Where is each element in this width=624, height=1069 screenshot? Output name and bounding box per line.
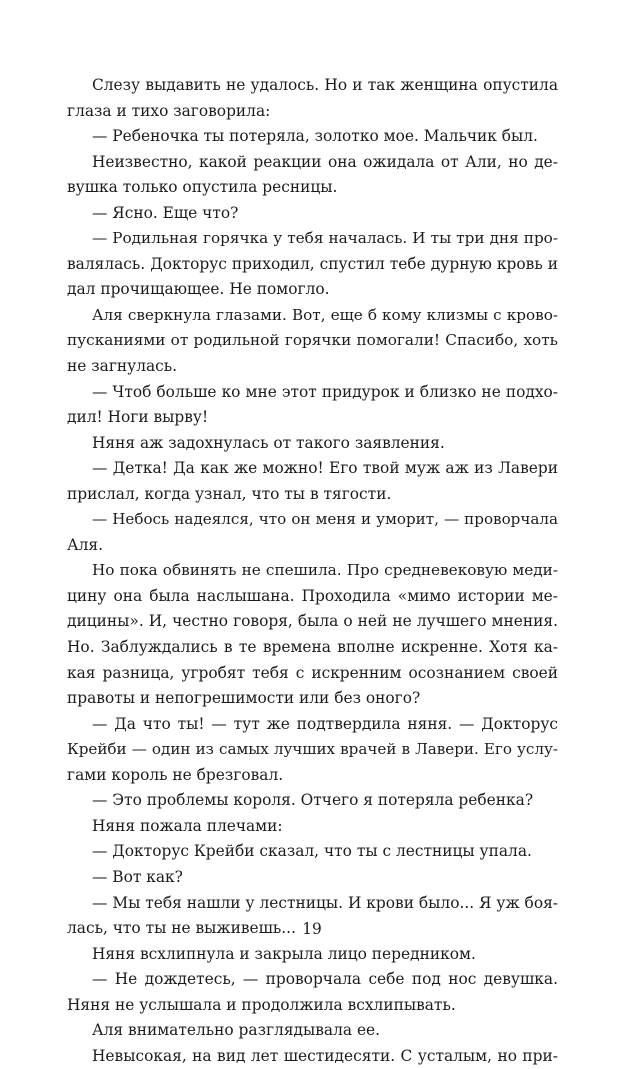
text-line: прислал, когда узнал, что ты в тягости. xyxy=(67,484,392,503)
text-line: Няня пожала плечами: xyxy=(92,816,283,835)
text-line: — Мы тебя нашли у лестницы. И крови было... Я уж боя- xyxy=(92,893,558,912)
text-line: валялась. Докторус приходил, спустил тебе дурную кровь и xyxy=(67,254,558,273)
page-number: 19 xyxy=(302,920,322,938)
text-line: Аля внимательно разглядывала ее. xyxy=(92,1021,381,1040)
text-line: Няня не услышала и продолжила всхлипывать. xyxy=(67,995,456,1014)
text-line: не загнулась. xyxy=(67,357,178,376)
text-line: — Детка! Да как же можно! Его твой муж аж из Лавери xyxy=(92,459,558,478)
text-line: Неизвестно, какой реакции она ожидала от Али, но де- xyxy=(92,152,558,171)
text-line: — Ясно. Еще что? xyxy=(92,203,239,222)
text-line: Няня аж задохнулась от такого заявления. xyxy=(92,433,445,452)
text-line: — Ребеночка ты потеряла, золотко мое. Мальчик был. xyxy=(92,127,538,146)
text-line: правоты и непогрешимости или без оного? xyxy=(67,689,421,708)
text-line: Няня всхлипнула и закрыла лицо передником. xyxy=(92,944,476,963)
text-line: — Вот как? xyxy=(92,867,183,886)
text-line: — Это проблемы короля. Отчего я потеряла ребенка? xyxy=(92,791,534,810)
text-line: Невысокая, на вид лет шестидесяти. С усталым, но при- xyxy=(92,1046,558,1065)
text-line: кая разница, угробят тебя с искренним осознанием своей xyxy=(67,663,558,682)
text-line: — Небось надеялся, что он меня и уморит, — проворчала xyxy=(92,510,558,529)
text-line: Но пока обвинять не спешила. Про средневековую меди- xyxy=(92,561,558,580)
text-line: — Не дождетесь, — проворчала себе под нос девушка. xyxy=(92,970,558,989)
text-line: Крейби — один из самых лучших врачей в Лавери. Его услу- xyxy=(67,740,558,759)
text-line: Но. Заблуждались в те времена вполне искренне. Хотя ка- xyxy=(67,638,558,657)
text-line: дил! Ноги вырву! xyxy=(67,408,209,427)
text-line: пусканиями от родильной горячки помогали! Спасибо, хоть xyxy=(67,331,558,350)
text-line: вушка только опустила ресницы. xyxy=(67,178,338,197)
text-line: — Докторус Крейби сказал, что ты с лестницы упала. xyxy=(92,842,532,861)
text-line: — Чтоб больше ко мне этот придурок и близко не подхо- xyxy=(92,382,558,401)
text-line: цину она была наслышана. Проходила «мимо истории ме- xyxy=(67,586,558,605)
text-line: лась, что ты не выживешь... xyxy=(67,919,296,938)
text-line: глаза и тихо заговорила: xyxy=(67,101,271,120)
text-line: Аля. xyxy=(67,535,104,554)
text-line: — Да что ты! — тут же подтвердила няня. — Докторус xyxy=(92,714,558,733)
text-line: — Родильная горячка у тебя началась. И ты три дня про- xyxy=(92,229,558,248)
text-line: Аля сверкнула глазами. Вот, еще б кому клизмы с крово- xyxy=(92,305,558,324)
text-line: Слезу выдавить не удалось. Но и так женщина опустила xyxy=(92,76,558,94)
text-line: дал прочищающее. Не помогло. xyxy=(67,280,330,299)
text-line: дицины». И, честно говоря, была о ней не лучшего мнения. xyxy=(67,612,558,631)
text-line: гами король не брезговал. xyxy=(67,765,284,784)
